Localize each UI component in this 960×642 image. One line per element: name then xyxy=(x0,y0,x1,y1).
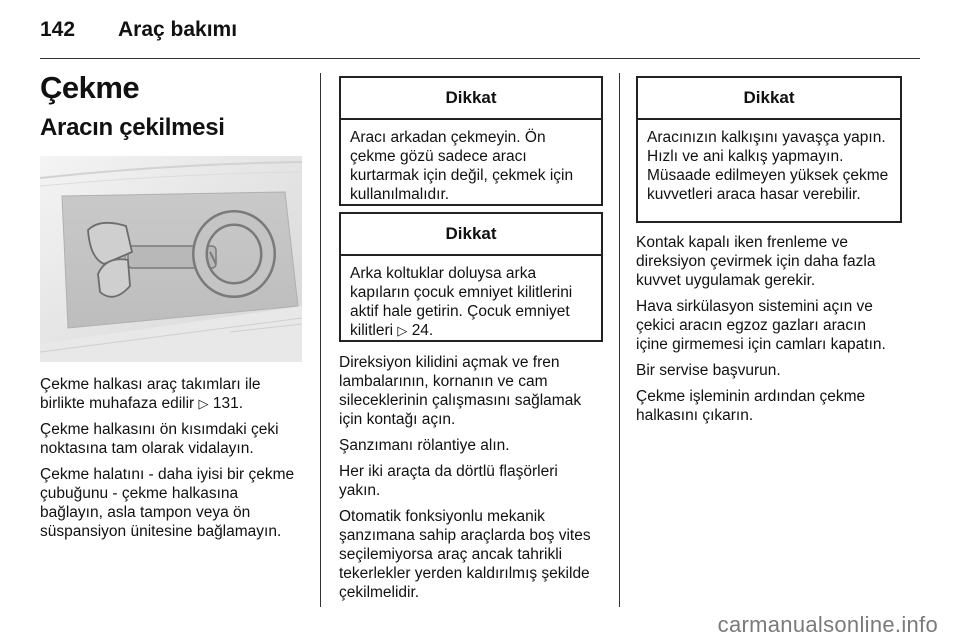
section-title: Çekme xyxy=(40,70,140,105)
warning-text: Aracı arkadan çekmeyin. Ön çekme gözü sadece aracı kurtarmak için değil, çekmek için kullanılmalıdır. xyxy=(350,129,574,203)
paragraph: Şanzımanı rölantiye alın. xyxy=(339,437,510,454)
warning-title: Dikkat xyxy=(341,214,601,256)
paragraph: Direksiyon kilidini açmak ve fren lambalarının, kornanın ve cam sileceklerinin çalışmasını sağlamak için kontağı açın. xyxy=(339,354,582,428)
warning-text-wrapper xyxy=(341,256,601,340)
warning-box xyxy=(339,212,603,342)
chapter-title: Araç bakımı xyxy=(118,18,238,41)
column-divider xyxy=(619,73,620,607)
paragraph: Kontak kapalı iken frenleme ve direksiyon çevirmek için daha fazla kuvvet uygulamak gerekir. xyxy=(636,234,876,289)
paragraph: Otomatik fonksiyonlu mekanik şanzımana sahip araçlarda boş vites seçilemiyorsa araç ancak tahrikli tekerlekler yerden kaldırılmış şekilde çekilmelidir. xyxy=(339,508,591,601)
paragraph: Çekme işleminin ardından çekme halkasını çıkarın. xyxy=(636,388,866,424)
paragraph: Çekme halkasını ön kısımdaki çeki noktasına tam olarak vidalayın. xyxy=(40,421,279,457)
column-3-text xyxy=(636,233,898,432)
towing-eye-illustration xyxy=(40,156,302,362)
page-reference[interactable]: 131. xyxy=(212,395,244,412)
warning-title: Dikkat xyxy=(341,78,601,120)
column-1-text xyxy=(40,375,302,548)
paragraph: Çekme halatını - daha iyisi bir çekme çubuğunu - çekme halkasına bağlayın, asla tampon veya ön süspansiyon ünitesine bağlamayın. xyxy=(40,466,295,540)
paragraph-text: Çekme halkası araç takımları ile birlikte muhafaza edilir xyxy=(40,376,261,412)
cross-reference-arrow-icon: ▷ xyxy=(397,323,408,338)
cross-reference-arrow-icon: ▷ xyxy=(198,396,209,411)
column-2-text xyxy=(339,353,601,609)
column-divider xyxy=(320,73,321,607)
warning-box xyxy=(636,76,902,223)
warning-text: Arka koltuklar doluysa arka kapıların çocuk emniyet kilitlerini aktif hale getirin. Çocuk emniyet kilitleri xyxy=(350,265,573,339)
header-rule xyxy=(40,58,920,59)
subsection-title: Aracın çekilmesi xyxy=(40,114,225,141)
page-reference[interactable]: 24. xyxy=(411,322,434,339)
paragraph xyxy=(40,375,302,413)
watermark: carmanualsonline.info xyxy=(717,612,938,637)
warning-text: Aracınızın kalkışını yavaşça yapın. Hızlı ve ani kalkış yapmayın. Müsaade edilmeyen yüksek çekme kuvvetleri araca hasar verebilir. xyxy=(647,129,889,203)
warning-title: Dikkat xyxy=(638,78,900,120)
paragraph: Her iki araçta da dörtlü flaşörleri yakın. xyxy=(339,463,558,499)
paragraph: Hava sirkülasyon sistemini açın ve çekici aracın egzoz gazları aracın içine girmemesi için camları kapatın. xyxy=(636,298,886,353)
page-header xyxy=(40,18,920,48)
warning-box xyxy=(339,76,603,206)
page-number: 142 xyxy=(40,18,76,41)
paragraph: Bir servise başvurun. xyxy=(636,362,781,379)
